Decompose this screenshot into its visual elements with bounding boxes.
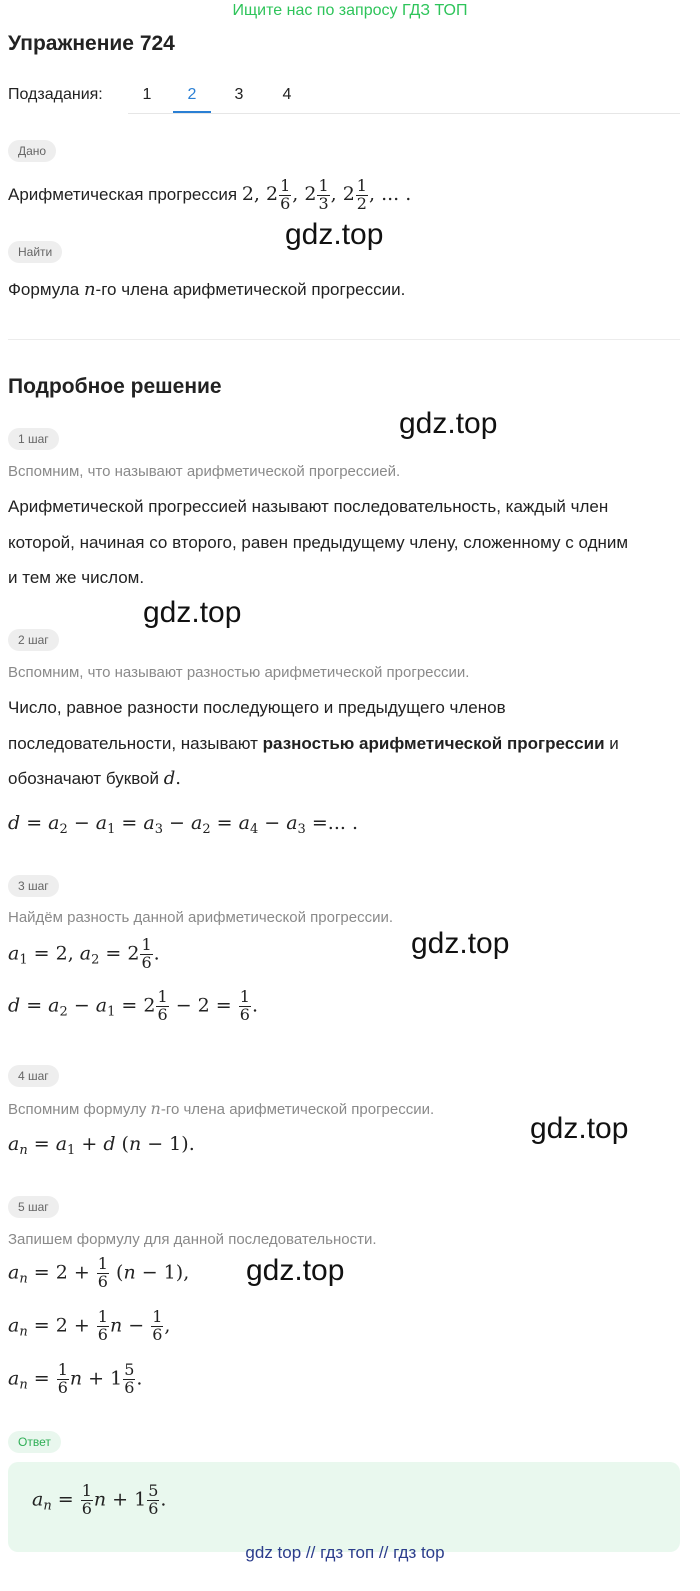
step-1-badge: 1 шаг xyxy=(8,428,59,450)
find-text-after: -го члена арифметической прогрессии. xyxy=(95,280,406,299)
step-1-line-1: Арифметической прогрессией называют последовательность, каждый член xyxy=(8,497,609,516)
step-4-formula: $a_n = a_1 + d$ (n − 1). xyxy=(8,1133,195,1158)
find-text-before: Формула xyxy=(8,280,80,299)
subtasks-divider xyxy=(128,113,680,114)
step-2-line-3-plain: обозначают буквой xyxy=(8,769,160,788)
subtask-tab-4[interactable]: 4 xyxy=(282,86,292,103)
find-var: n xyxy=(83,279,96,300)
step-2-line-2 xyxy=(8,726,619,762)
footer-links[interactable]: gdz top // гдз топ // гдз top xyxy=(245,1543,445,1562)
step-2-line-2-plain: последовательности, называют xyxy=(8,734,258,753)
step-5-hint: Запишем формулу для данной последовательности. xyxy=(8,1231,377,1248)
step-5-formula-1: $a_n = 2$ + $\frac{1}{6}$ (n − 1), xyxy=(8,1254,190,1291)
section-divider xyxy=(8,339,680,340)
step-4-hint-before: Вспомним формулу xyxy=(8,1101,147,1118)
promo-banner: Ищите нас по запросу ГДЗ ТОП xyxy=(232,2,468,19)
step-2-line-3: обозначают буквой d. xyxy=(8,768,182,789)
step-2-formula: $d = a_2 - a_1 = a_3 - a_2 = a_4 - a_3$ =... . xyxy=(8,812,358,837)
step-4-hint xyxy=(8,1099,434,1118)
step-2-hint: Вспомним, что называют разностью арифметической прогрессии. xyxy=(8,664,470,681)
step-4-hint-var: n xyxy=(150,1099,161,1118)
step-5-badge: 5 шаг xyxy=(8,1196,59,1218)
subtask-tab-3[interactable]: 3 xyxy=(234,86,244,103)
step-3-badge: 3 шаг xyxy=(8,875,59,897)
answer-badge: Ответ xyxy=(8,1431,61,1453)
step-2-badge: 2 шаг xyxy=(8,629,59,651)
subtask-tab-2[interactable]: 2 xyxy=(187,86,197,103)
answer-formula: $a_n$ = $\frac{1}{6}$ n + 1 $\frac{5}{6}$ . xyxy=(32,1481,167,1518)
find-text xyxy=(8,272,405,308)
given-text xyxy=(8,176,411,213)
watermark: gdz.top xyxy=(530,1112,629,1145)
watermark: gdz.top xyxy=(285,218,384,251)
watermark: gdz.top xyxy=(246,1254,345,1287)
given-badge: Дано xyxy=(8,140,56,162)
watermark: gdz.top xyxy=(399,407,498,440)
step-4-badge: 4 шаг xyxy=(8,1065,59,1087)
step-1-line-3: и тем же числом. xyxy=(8,568,145,587)
given-progression: 2, 2 $\frac{1}{6}$ , 2 $\frac{1}{3}$ , 2 $\frac{1}{2}$ , ... . xyxy=(241,175,412,213)
step-2-line-2-end: и xyxy=(609,734,619,753)
step-3-formula-2: $d = a_2 - a_1 = 2$ $\frac{1}{6}$ − 2 = $\frac{1}{6}$ . xyxy=(8,987,258,1024)
given-prefix: Арифметическая прогрессия xyxy=(8,185,238,204)
step-1-hint: Вспомним, что называют арифметической прогрессией. xyxy=(8,463,401,480)
page-title: Упражнение 724 xyxy=(8,32,175,55)
step-2-var: d xyxy=(163,768,176,789)
find-badge: Найти xyxy=(8,241,62,263)
solution-title: Подробное решение xyxy=(8,375,222,398)
subtasks-label: Подзадания: xyxy=(8,86,103,103)
subtask-tab-1[interactable]: 1 xyxy=(142,86,152,103)
step-3-formula-1: $a_1 = 2$, $a_2 = 2$ $\frac{1}{6}$ . xyxy=(8,935,160,972)
step-4-hint-after: -го члена арифметической прогрессии. xyxy=(160,1101,435,1118)
step-5-formula-2: $a_n = 2$ + $\frac{1}{6}$ n − $\frac{1}{6}$ , xyxy=(8,1307,171,1344)
step-3-hint: Найдём разность данной арифметической прогрессии. xyxy=(8,909,394,926)
active-tab-indicator xyxy=(173,111,211,113)
step-1-line-2: которой, начиная со второго, равен предыдущему члену, сложенному с одним xyxy=(8,533,629,552)
step-2-line-1: Число, равное разности последующего и предыдущего членов xyxy=(8,698,506,717)
watermark: gdz.top xyxy=(143,596,242,629)
watermark: gdz.top xyxy=(411,927,510,960)
step-2-line-2-bold: разностью арифметической прогрессии xyxy=(262,734,605,753)
step-5-formula-3: $a_n$ = $\frac{1}{6}$ n + 1 $\frac{5}{6}$ . xyxy=(8,1360,143,1397)
